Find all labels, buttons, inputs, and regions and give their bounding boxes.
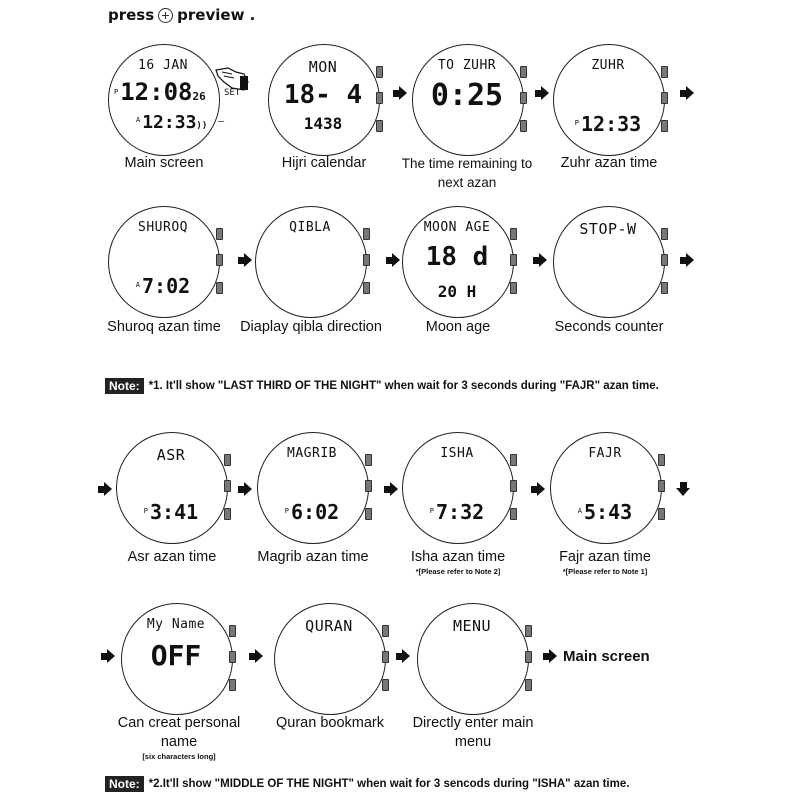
lcd-bottom: 20 H bbox=[437, 282, 477, 301]
lcd-top: TO ZUHR bbox=[437, 58, 497, 73]
watch-button bbox=[216, 254, 223, 266]
caption-moon: Moon age bbox=[425, 319, 491, 335]
caption-quran: Quran bookmark bbox=[276, 715, 384, 731]
watch-main bbox=[108, 44, 220, 156]
watch-shuroq bbox=[108, 206, 220, 318]
note-text: *2.It'll show "MIDDLE OF THE NIGHT" when wait for 3 sencods during "ISHA" azan time. bbox=[148, 778, 630, 790]
watch-myname bbox=[121, 603, 233, 715]
watch-quran bbox=[274, 603, 386, 715]
watch-asr bbox=[116, 432, 228, 544]
note-badge: Note: bbox=[105, 776, 144, 792]
note-badge: Note: bbox=[105, 378, 144, 394]
lcd-bottom: $^A$ 12:33)) bbox=[136, 112, 208, 133]
caption-magrib: Magrib azan time bbox=[257, 549, 369, 565]
watch-stopw bbox=[553, 206, 665, 318]
watch-button bbox=[525, 679, 532, 691]
caption-hijri: Hijri calendar bbox=[281, 155, 367, 171]
lcd-top: MON bbox=[308, 58, 338, 76]
lcd-big: OFF bbox=[150, 639, 202, 672]
lcd-top: ASR bbox=[156, 446, 186, 464]
lcd-bottom: $^P$ 12:33 bbox=[574, 112, 642, 136]
plus-button-icon bbox=[158, 8, 173, 23]
note-1 bbox=[105, 378, 659, 394]
lcd-top: MAGRIB bbox=[287, 446, 337, 461]
caption-shuroq: Shuroq azan time bbox=[107, 319, 221, 335]
preview-text: preview . bbox=[177, 6, 256, 24]
watch-isha bbox=[402, 432, 514, 544]
lcd-bottom: $^P$ 3:41 bbox=[143, 500, 199, 524]
lcd-top: QIBLA bbox=[289, 220, 331, 235]
watch-button bbox=[382, 651, 389, 663]
caption-stopw: Seconds counter bbox=[554, 319, 664, 335]
lcd-top: FAJR bbox=[588, 446, 622, 461]
caption-note-ref: *[Please refer to Note 1] bbox=[562, 567, 648, 576]
lcd-top: My Name bbox=[146, 617, 206, 632]
lcd-top: MOON AGE bbox=[423, 220, 491, 235]
lcd-bottom: $^A$ 7:02 bbox=[135, 274, 191, 298]
watch-moon bbox=[402, 206, 514, 318]
caption-qibla: Diaplay qibla direction bbox=[240, 319, 382, 335]
watch-button bbox=[363, 282, 370, 294]
lcd-main-time: $^P$12:0826 bbox=[114, 78, 206, 106]
caption-isha: Isha azan time *[Please refer to Note 2] bbox=[383, 548, 533, 576]
watch-menu bbox=[417, 603, 529, 715]
lcd-top: MENU bbox=[452, 617, 492, 635]
caption-zuhr: Zuhr azan time bbox=[560, 155, 658, 171]
lcd-bottom: $^P$ 7:32 bbox=[429, 500, 485, 524]
caption-main: Main screen bbox=[124, 155, 204, 171]
lcd-top: ISHA bbox=[440, 446, 474, 461]
lcd-big: 18- 4 bbox=[283, 80, 363, 110]
watch-hijri bbox=[268, 44, 380, 156]
watch-qibla bbox=[255, 206, 367, 318]
watch-button bbox=[365, 480, 372, 492]
note-2 bbox=[105, 776, 629, 792]
note-text: *1. It'll show "LAST THIRD OF THE NIGHT" when wait for 3 seconds during "FAJR" azan time. bbox=[148, 380, 659, 392]
lcd-big: 0:25 bbox=[430, 78, 504, 113]
watch-zuhr bbox=[553, 44, 665, 156]
caption-menu: Directly enter main menu bbox=[412, 715, 534, 750]
dash-label: – bbox=[218, 116, 225, 127]
press-text: press bbox=[108, 6, 155, 24]
watch-button bbox=[661, 282, 668, 294]
watch-button bbox=[510, 480, 517, 492]
caption-myname: Can creat personal name [six characters long] bbox=[104, 714, 254, 761]
caption-asr: Asr azan time bbox=[127, 549, 217, 565]
watch-button bbox=[382, 679, 389, 691]
caption-remain: The time remaining to next azan bbox=[401, 156, 533, 190]
watch-button bbox=[229, 679, 236, 691]
watch-button bbox=[224, 480, 231, 492]
lcd-bottom: 1438 bbox=[303, 114, 343, 133]
watch-button bbox=[520, 120, 527, 132]
lcd-bottom: $^A$ 5:43 bbox=[577, 500, 633, 524]
caption-sub: [six characters long] bbox=[142, 752, 216, 761]
watch-button bbox=[363, 254, 370, 266]
watch-button bbox=[661, 254, 668, 266]
watch-fajr bbox=[550, 432, 662, 544]
main-screen-label: Main screen bbox=[563, 648, 650, 665]
watch-button bbox=[658, 480, 665, 492]
header bbox=[108, 6, 255, 24]
caption-fajr: Fajr azan time *[Please refer to Note 1] bbox=[530, 548, 680, 576]
watch-magrib bbox=[257, 432, 369, 544]
watch-button bbox=[661, 92, 668, 104]
lcd-bottom: $^P$ 6:02 bbox=[284, 500, 340, 524]
set-label: SET bbox=[224, 88, 241, 98]
lcd-top: 16 JAN bbox=[138, 58, 188, 73]
lcd-top: STOP-W bbox=[579, 220, 637, 238]
watch-remain bbox=[412, 44, 524, 156]
caption-note-ref: *[Please refer to Note 2] bbox=[415, 567, 501, 576]
lcd-top: QURAN bbox=[305, 617, 353, 635]
lcd-top: ZUHR bbox=[591, 58, 625, 73]
watch-button bbox=[525, 651, 532, 663]
lcd-top: SHUROQ bbox=[138, 220, 188, 235]
lcd-big: 18 d bbox=[425, 242, 489, 272]
